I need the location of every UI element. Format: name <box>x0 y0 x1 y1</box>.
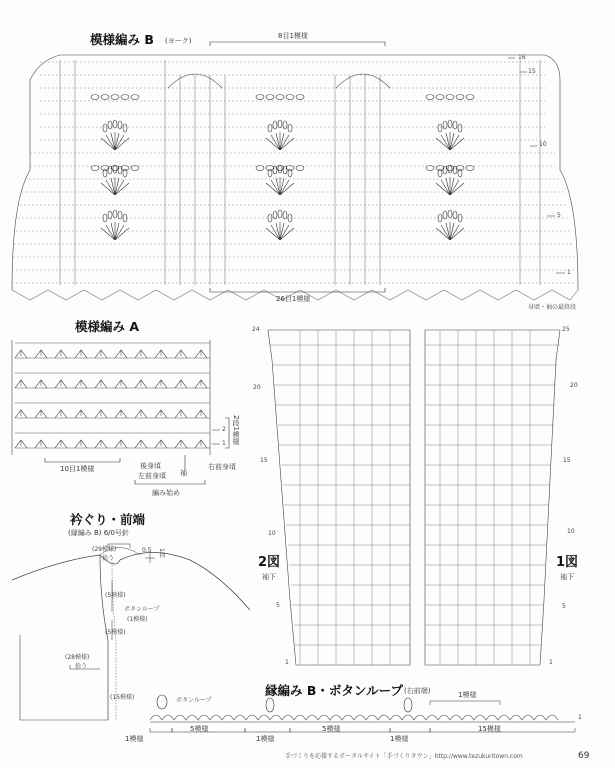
chart-1-row-20: 20 <box>570 382 578 389</box>
edging-bottom-6: 15模様 <box>478 725 501 733</box>
chart-1-row-15: 15 <box>563 457 571 464</box>
label-start: 編み始め <box>152 489 180 497</box>
yoke-row-1: 1 <box>567 269 571 276</box>
label-right-front: 右前身頃 <box>208 463 236 471</box>
pattern-a-side-note: 2段1模様 <box>232 415 240 445</box>
yoke-note: 身頃・袖の最終段 <box>528 304 577 311</box>
chart-2-sub: 袖下 <box>262 573 276 581</box>
chart-1-row-10: 10 <box>567 528 575 535</box>
edging-bottom-5: 1模様 <box>390 735 409 743</box>
neck-height: 0.5 <box>142 547 152 554</box>
chart-1-label: 1図 <box>556 555 579 570</box>
yoke-chart <box>12 42 578 300</box>
chart-1-row-25: 25 <box>562 326 570 333</box>
label-left-front: 左前身頃 <box>138 472 166 480</box>
neckline-title: 衿ぐり・前端 <box>70 512 146 527</box>
neck-button-loop: ボタンループ <box>124 606 160 613</box>
edging-title: 縁編み B・ボタンループ <box>265 683 403 698</box>
neck-m1: (1模様) <box>127 616 148 623</box>
label-back: 後身頃 <box>140 462 161 470</box>
label-sleeve: 袖 <box>180 469 187 477</box>
neckline-subtitle: (縁編み B) 6/0号針 <box>68 529 129 537</box>
neck-pick-top: (29模様) <box>92 546 117 553</box>
edging-bottom-4: 5模様 <box>322 725 341 733</box>
edging-bottom-3: 1模様 <box>256 735 275 743</box>
neck-m28-word: 拾う <box>75 663 88 670</box>
chart-2-row-20: 20 <box>253 384 261 391</box>
yoke-row-5: 5 <box>557 212 561 219</box>
chart-2-row-5: 5 <box>276 602 280 609</box>
yoke-subtitle: (ヨーク) <box>165 37 192 45</box>
neck-loop2: ボタンループ <box>176 697 212 704</box>
neck-height-unit: 1段 <box>158 548 165 558</box>
chart-2-row-1: 1 <box>285 659 289 666</box>
sleeve-chart-1 <box>425 330 560 665</box>
edging-row-1: 1 <box>578 714 582 721</box>
yoke-repeat-bottom: 26目1模様 <box>276 295 311 303</box>
chart-2-row-10: 10 <box>268 530 276 537</box>
chart-2-row-15: 15 <box>260 457 268 464</box>
neck-m5a: (5模様) <box>105 592 126 599</box>
chart-1-sub: 袖下 <box>560 573 574 581</box>
edging-chart <box>150 695 575 732</box>
yoke-row-10: 10 <box>539 141 547 148</box>
yoke-row-15: 15 <box>528 68 536 75</box>
neck-m28: (28模様) <box>65 654 90 661</box>
pattern-a-row-2: 2 <box>222 426 226 433</box>
neck-m5b: (5模様) <box>105 629 126 636</box>
sleeve-chart-2 <box>268 330 410 665</box>
neck-pick-top-word: 拾う <box>102 555 115 562</box>
yoke-repeat-top: 8目1模様 <box>278 32 308 40</box>
pattern-a-row-1: 1 <box>222 440 226 447</box>
edging-bottom-2: 5模様 <box>190 725 209 733</box>
chart-2-label: 2図 <box>258 555 281 570</box>
footer-text: 手づくりを応援するポータルサイト「手づくりタウン」http://www.tezukuritown.com <box>285 753 523 760</box>
edging-subtitle: (右前端) <box>404 687 431 695</box>
page-number: 69 <box>578 751 590 761</box>
yoke-title: 模様編み B <box>90 32 154 47</box>
chart-1-row-5: 5 <box>562 603 566 610</box>
edging-bottom-1: 1模様 <box>125 735 144 743</box>
yoke-row-16: 16 <box>518 54 526 61</box>
pattern-a-title: 模様編み A <box>75 319 140 334</box>
pattern-a-repeat: 10目1模様 <box>60 465 95 473</box>
neck-m15: (15模様) <box>110 694 135 701</box>
chart-2-row-24: 24 <box>252 326 260 333</box>
chart-1-row-1: 1 <box>549 659 553 666</box>
edging-top-label: 1模様 <box>458 691 477 699</box>
pattern-a-chart <box>12 340 229 484</box>
